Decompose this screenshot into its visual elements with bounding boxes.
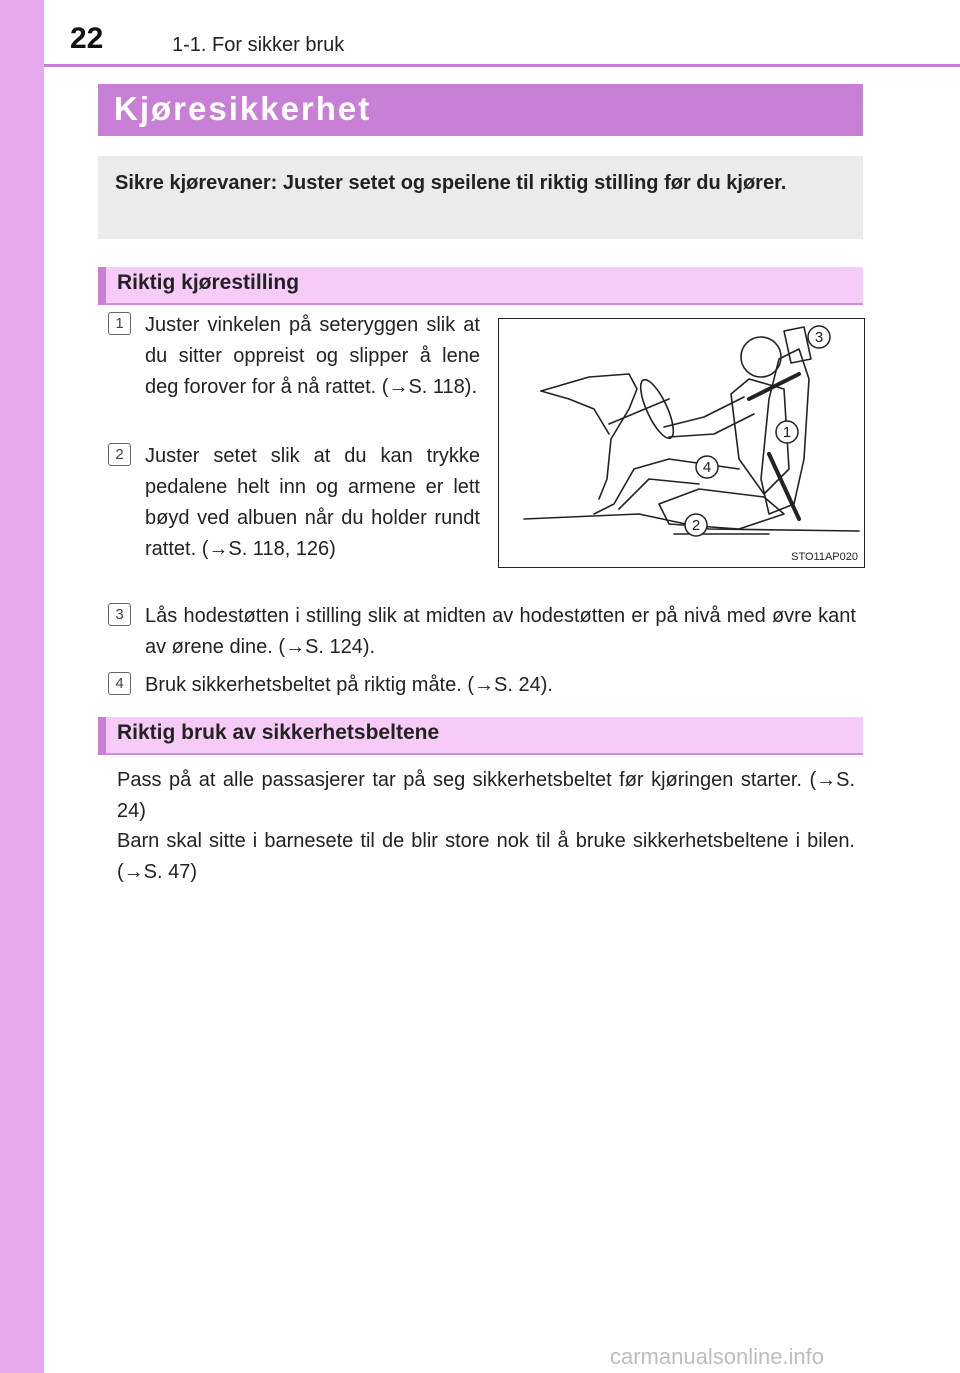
figure-code: STO11AP020 <box>791 551 858 563</box>
intro-text: Sikre kjørevaner: Juster setet og speilene til riktig stilling før du kjører. <box>115 172 787 194</box>
callout-1: 1 <box>782 424 792 441</box>
section-path: 1-1. For sikker bruk <box>172 34 345 56</box>
callout-2: 2 <box>691 517 701 534</box>
subheading-text: Riktig kjørestilling <box>117 271 300 294</box>
header-rule <box>44 64 960 67</box>
item-text-4: Bruk sikkerhetsbeltet på riktig måte. (→S. 24). <box>145 674 553 696</box>
steering-wheel <box>634 376 679 442</box>
callout-3: 3 <box>814 329 824 346</box>
subheading-text: Riktig bruk av sikkerhetsbeltene <box>117 721 440 744</box>
driver-arm-lower <box>669 414 754 437</box>
callout-4: 4 <box>702 459 712 476</box>
page-title: Kjøresikkerhet <box>114 90 372 127</box>
watermark: carmanualsonline.info <box>610 1344 825 1369</box>
paragraph-children: Barn skal sitte i barnesete til de blir store nok til å bruke sikkerhetsbeltene i bilen. (→S. 47) <box>117 830 855 883</box>
item-number-3: 3 <box>108 603 131 626</box>
headrest <box>784 327 811 363</box>
item-number-4: 4 <box>108 672 131 695</box>
page-number: 22 <box>70 22 104 55</box>
dashboard-lower <box>541 391 609 434</box>
side-color-strip <box>0 0 44 1373</box>
paragraph-passengers: Pass på at alle passasjerer tar på seg sikkerhetsbeltet før kjøringen starter. (→S. 24) <box>117 769 855 822</box>
subheading-driving-position <box>98 267 863 305</box>
item-number-1: 1 <box>108 312 131 335</box>
item-text-2: Juster setet slik at du kan trykke pedalene helt inn og armene er lett bøyd ved albuen når du holder rundt rattet. (→S. 118, 126) <box>145 445 480 560</box>
item-text-1: Juster vinkelen på seteryggen slik at du sitter oppreist og slipper å lene deg forover for å nå rattet. (→S. 118). <box>145 314 480 398</box>
driver-seat-illustration <box>499 319 864 567</box>
item-text-3: Lås hodestøtten i stilling slik at midten av hodestøtten er på nivå med øvre kant av ørene dine. (→S. 124). <box>145 605 856 658</box>
item-number-2: 2 <box>108 443 131 466</box>
seat-belt <box>749 374 799 519</box>
driver-head <box>741 337 781 377</box>
driving-posture-figure <box>498 318 865 568</box>
driver-thigh <box>634 459 739 469</box>
steering-column <box>609 399 669 424</box>
subheading-seatbelt-use <box>98 717 863 755</box>
title-bar <box>98 84 863 136</box>
dashboard-shape <box>541 374 637 499</box>
driver-shin <box>594 469 634 514</box>
intro-box <box>98 156 863 239</box>
